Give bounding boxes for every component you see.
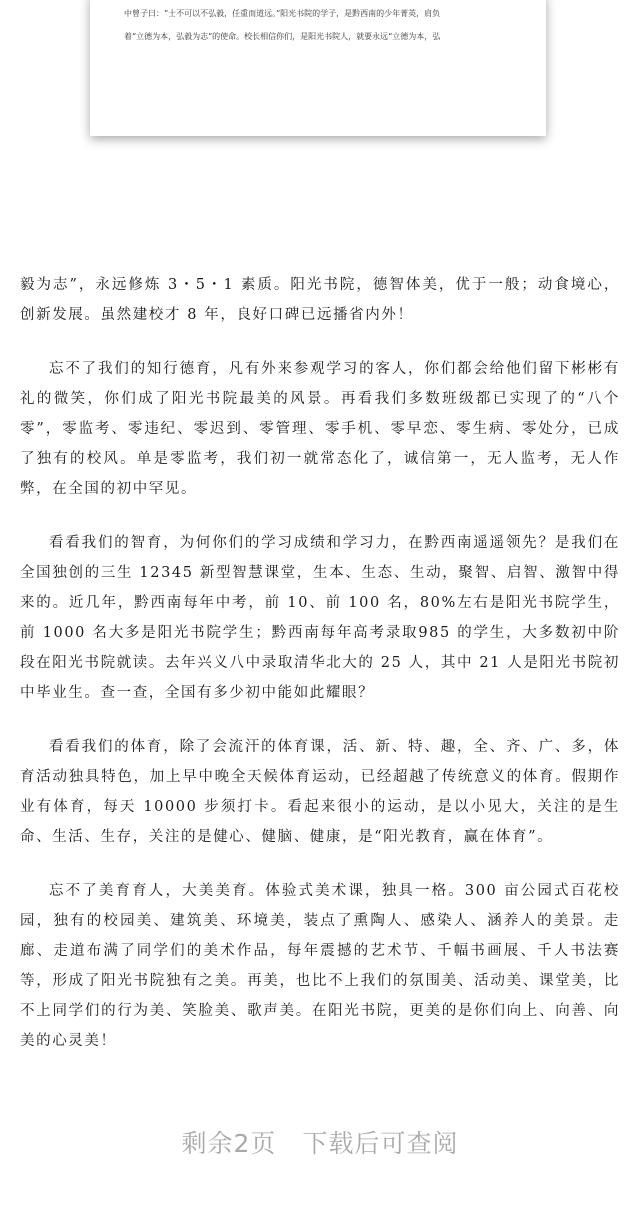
paragraph-aesthetic-education: 忘不了美育育人，大美美育。体验式美术课，独具一格。300 亩公园式百花校园，独有的校园美、建筑美、环境美，装点了熏陶人、感染人、涵养人的美景。走廊、走道布满了同学们的美术作品，每年震撼的艺术节、千幅书画展、千人书法赛等，形成了阳光书院独有之美。再美，也比不上我们的氛围美、活动美、课堂美，比不上同学们的行为美、笑脸美、歌声美。在阳光书院，更美的是你们向上、向善、向美的心灵美！: [20, 883, 620, 1049]
document-body: [20, 270, 620, 1080]
paragraph-moral-education: 忘不了我们的知行德育，凡有外来参观学习的客人，你们都会给他们留下彬彬有礼的微笑，你们成了阳光书院最美的风景。再看我们多数班级都已实现了的“八个零”，零监考、零违纪、零迟到、零管理、零手机、零早恋、零生病、零处分，已成了独有的校风。单是零监考，我们初一就常态化了，诚信第一，无人监考，无人作弊，在全国的初中罕见。: [20, 361, 620, 497]
paragraph-intellectual-education: 看看我们的智育，为何你们的学习成绩和学习力，在黔西南遥遥领先？是我们在全国独创的三生 12345 新型智慧课堂，生本、生态、生动，聚智、启智、激智中得来的。近几年，黔西南每年中考，前 10、前 100 名，80%左右是阳光书院学生，前 1000 名大多是阳光书院学生；黔西南每年高考录取985 的学生，大多数初中阶段在阳光书院就读。去年兴义八中录取清华北大的 25 人，其中 21 人是阳光书院初中毕业生。查一查，全国有多少初中能如此耀眼？: [20, 535, 620, 701]
preview-line: 中曾子曰：“士不可以不弘毅，任重而道远。”阳光书院的学子，是黔西南的少年菁英，肩负: [124, 9, 441, 18]
paragraph-physical-education: 看看我们的体育，除了会流汗的体育课，活、新、特、趣，全、齐、广、多，体育活动独具特色，加上早中晚全天候体育运动，已经超越了传统意义的体育。假期作业有体育，每天 10000 步须打卡。看起来很小的运动，是以小见大，关注的是生命、生活、生存，关注的是健心、健脑、健康，是“阳光教育，赢在体育”。: [20, 739, 620, 845]
preview-line: 着“立德为本，弘毅为志”的使命。校长相信你们，是阳光书院人，就要永远“立德为本，弘: [124, 32, 441, 41]
remaining-pages-label: 剩余2页: [181, 1129, 277, 1158]
paragraph-continuation: 毅为志”，永远修炼 3・5・1 素质。阳光书院，德智体美，优于一般；动食境心，创新发展。虽然建校才 8 年，良好口碑已远播省内外！: [20, 277, 620, 323]
page-preview-text: [124, 2, 528, 48]
remaining-pages-banner[interactable]: [0, 1124, 640, 1160]
download-prompt-label: 下载后可查阅: [302, 1129, 459, 1158]
document-page-preview: [90, 0, 546, 136]
